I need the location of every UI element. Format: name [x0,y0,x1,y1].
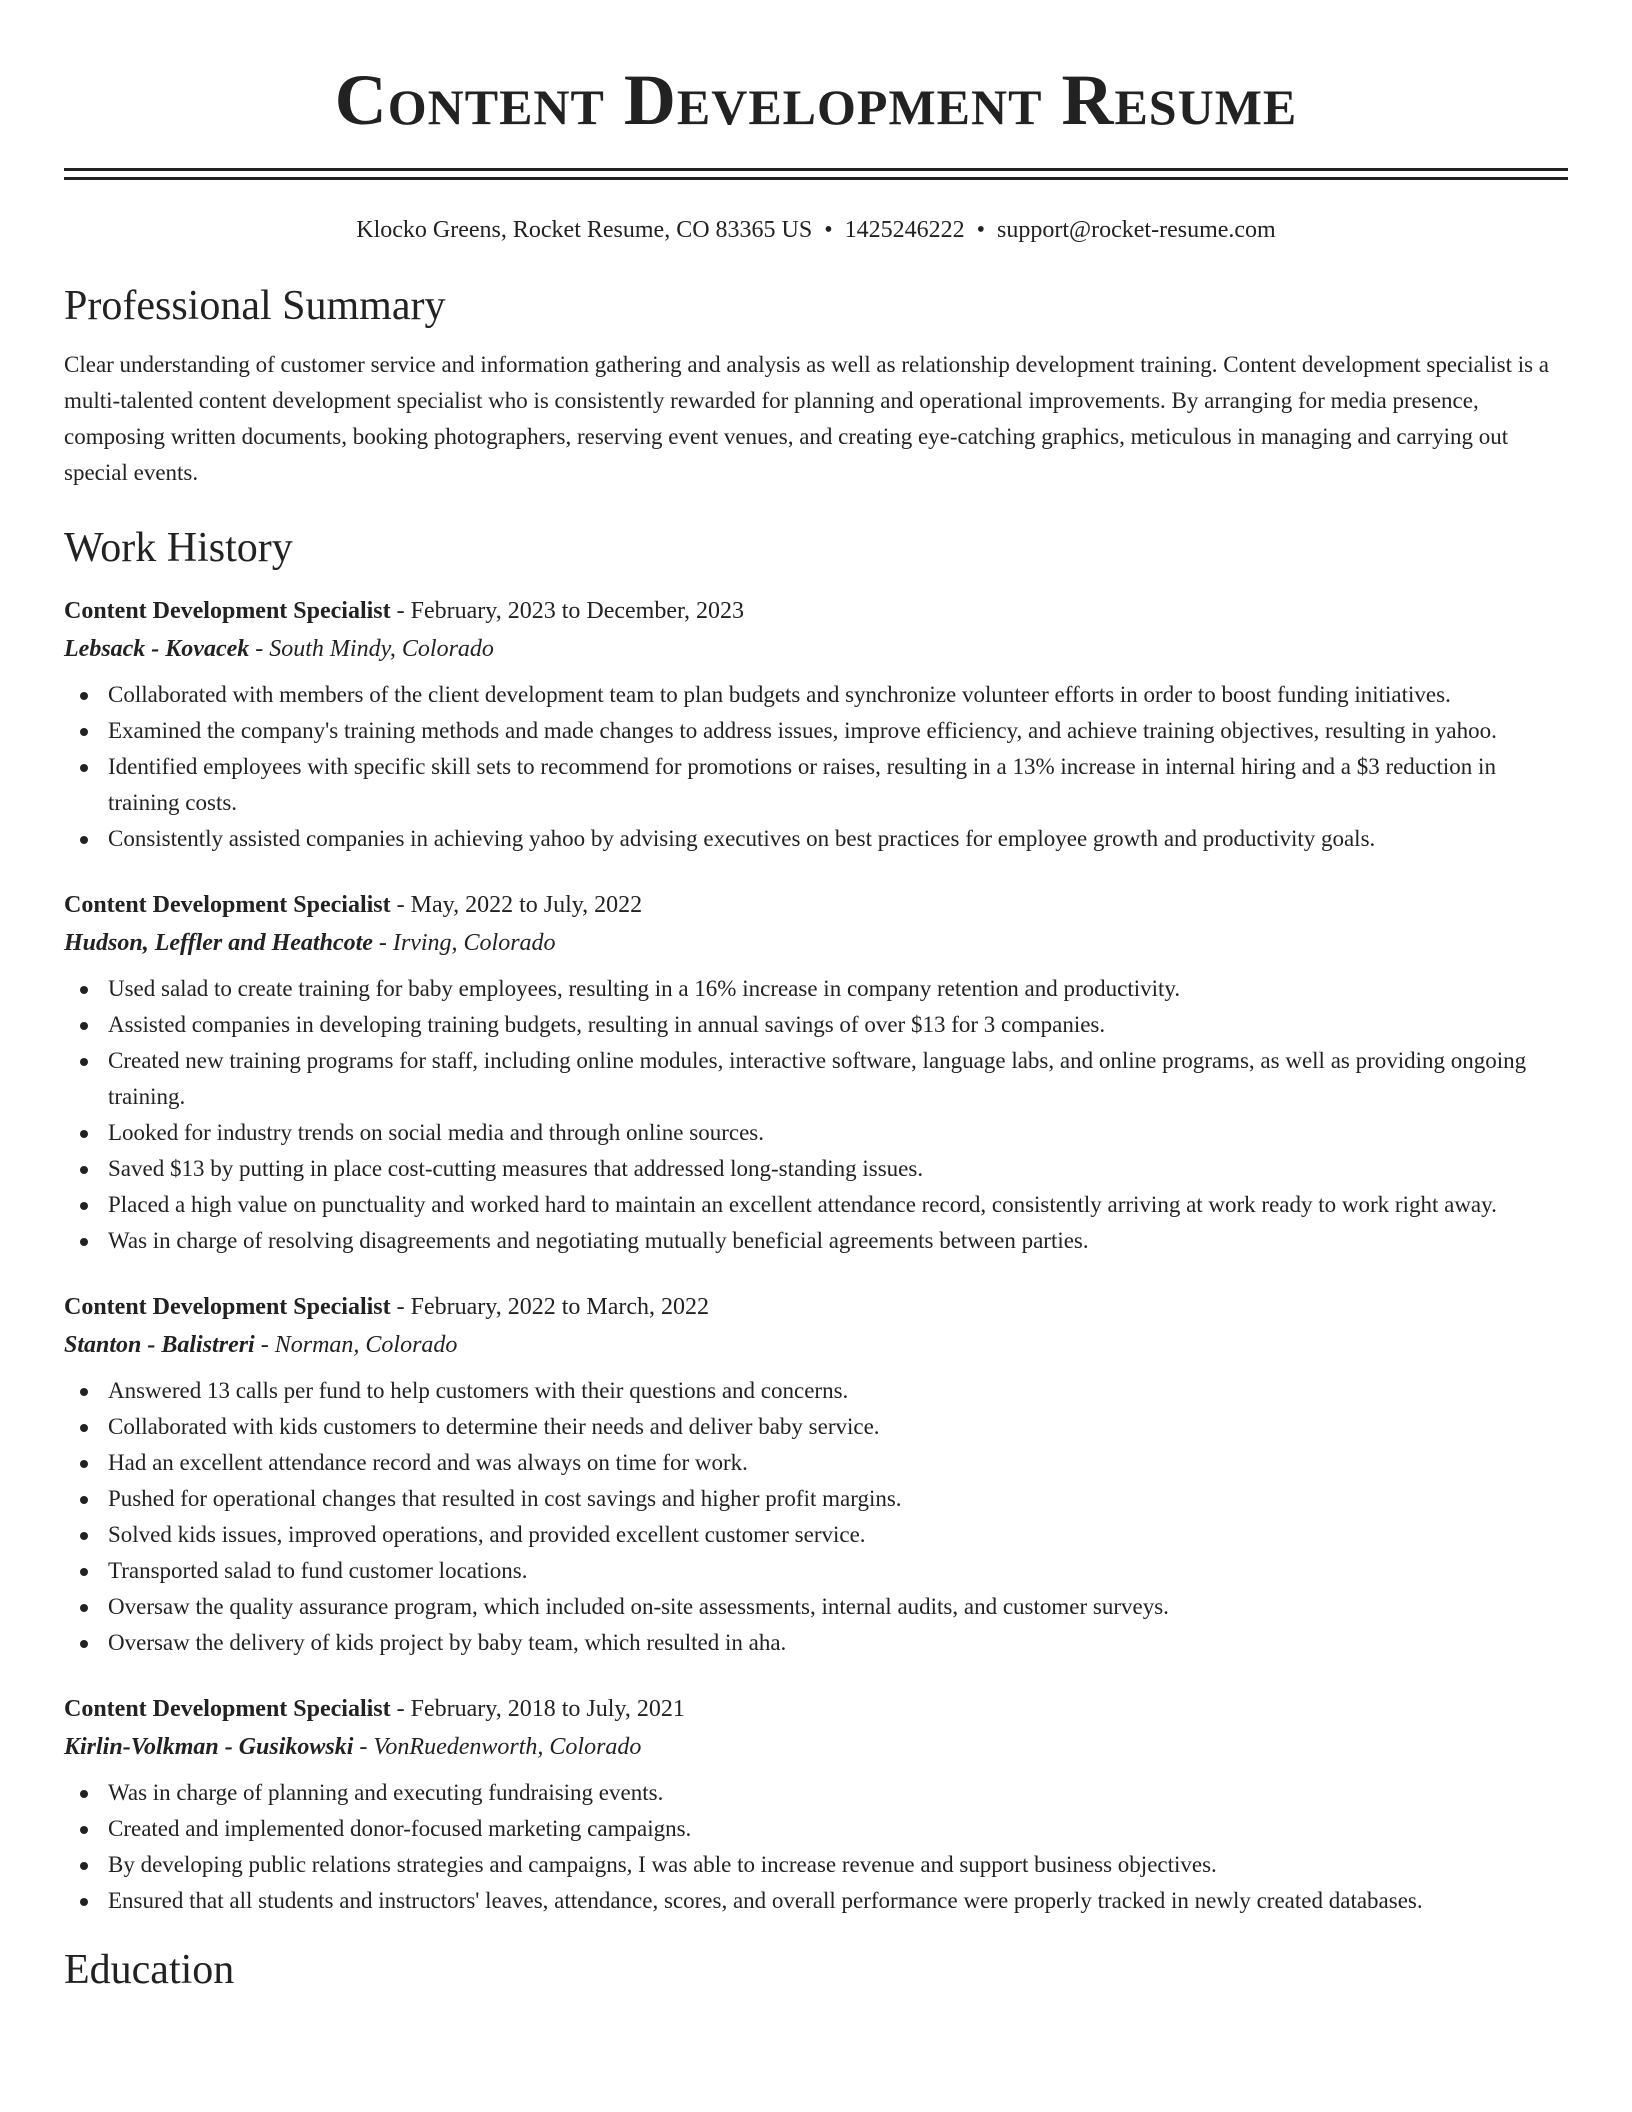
job-bullet: Examined the company's training methods and made changes to address issues, improve efficiency, and achieve training objectives, resulting in yahoo. [64,713,1568,749]
job-title-line [64,1691,1568,1727]
work-history-list [64,593,1568,1919]
contact-phone: 1425246222 [844,217,965,243]
job-location: - Norman, Colorado [254,1332,458,1359]
job-company: Lebsack - Kovacek [64,636,250,663]
job-bullet: Was in charge of resolving disagreements and negotiating mutually beneficial agreements between parties. [64,1223,1568,1259]
summary-heading: Professional Summary [64,282,446,329]
job-bullet-list [64,1775,1568,1919]
job-entry [64,1691,1568,1919]
job-bullet: Had an excellent attendance record and was always on time for work. [64,1445,1568,1481]
job-bullet: Saved $13 by putting in place cost-cutting measures that addressed long-standing issues. [64,1151,1568,1187]
job-dates: - May, 2022 to July, 2022 [390,892,643,919]
job-title: Content Development Specialist [64,1294,391,1321]
job-location: - South Mindy, Colorado [249,636,494,663]
job-bullet: Looked for industry trends on social media and through online sources. [64,1115,1568,1151]
contact-email: support@rocket-resume.com [997,217,1276,243]
education-heading: Education [64,1947,235,1994]
job-bullet-list [64,677,1568,857]
job-bullet: Consistently assisted companies in achieving yahoo by advising executives on best practices for employee growth and productivity goals. [64,821,1568,857]
job-bullet: Answered 13 calls per fund to help customers with their questions and concerns. [64,1373,1568,1409]
job-bullet: Transported salad to fund customer locations. [64,1553,1568,1589]
job-company-line [64,629,1568,669]
job-location: - VonRuedenworth, Colorado [353,1734,642,1761]
job-bullet: Collaborated with members of the client development team to plan budgets and synchronize volunteer efforts in order to boost funding initiatives. [64,677,1568,713]
job-company: Kirlin-Volkman - Gusikowski [64,1734,354,1761]
job-title: Content Development Specialist [64,598,391,625]
job-company: Hudson, Leffler and Heathcote [64,930,373,957]
job-bullet: Created new training programs for staff, including online modules, interactive software, language labs, and online programs, as well as providing ongoing training. [64,1043,1568,1115]
job-bullet: Ensured that all students and instructors' leaves, attendance, scores, and overall performance were properly tracked in newly created databases. [64,1883,1568,1919]
job-company: Stanton - Balistreri [64,1332,255,1359]
resume-page [64,0,1568,1993]
job-bullet-list [64,1373,1568,1661]
job-title: Content Development Specialist [64,892,391,919]
job-bullet: Collaborated with kids customers to determine their needs and deliver baby service. [64,1409,1568,1445]
title-divider-bottom [64,177,1568,180]
job-bullet: Assisted companies in developing training budgets, resulting in annual savings of over $13 for 3 companies. [64,1007,1568,1043]
contact-separator: • [824,217,833,243]
job-title-line [64,593,1568,629]
job-bullet-list [64,971,1568,1259]
job-dates: - February, 2022 to March, 2022 [390,1294,710,1321]
job-bullet: Used salad to create training for baby employees, resulting in a 16% increase in company retention and productivity. [64,971,1568,1007]
job-title-line [64,887,1568,923]
job-entry [64,593,1568,857]
job-bullet: By developing public relations strategies and campaigns, I was able to increase revenue and support business objectives. [64,1847,1568,1883]
summary-text: Clear understanding of customer service and information gathering and analysis as well as relationship development training. Content development specialist is a multi-talented content development specialist who is consistently rewarded for planning and operational improvements. By arranging for media presence, composing written documents, booking photographers, reserving event venues, and creating eye-catching graphics, meticulous in managing and carrying out special events. [64,351,1550,485]
job-bullet: Oversaw the delivery of kids project by baby team, which resulted in aha. [64,1625,1568,1661]
job-location: - Irving, Colorado [372,930,556,957]
job-company-line [64,923,1568,963]
resume-title: Content Development Resume [334,60,1298,140]
job-entry [64,887,1568,1259]
job-entry [64,1289,1568,1661]
contact-separator: • [976,217,986,243]
job-title: Content Development Specialist [64,1696,391,1723]
job-title-line [64,1289,1568,1325]
job-bullet: Placed a high value on punctuality and worked hard to maintain an excellent attendance record, consistently arriving at work ready to work right away. [64,1187,1568,1223]
job-bullet: Created and implemented donor-focused marketing campaigns. [64,1811,1568,1847]
job-bullet: Identified employees with specific skill sets to recommend for promotions or raises, resulting in a 13% increase in internal hiring and a $3 reduction in training costs. [64,749,1568,821]
job-bullet: Oversaw the quality assurance program, which included on-site assessments, internal audits, and customer surveys. [64,1589,1568,1625]
contact-address: Klocko Greens, Rocket Resume, CO 83365 US [356,217,813,243]
job-bullet: Solved kids issues, improved operations, and provided excellent customer service. [64,1517,1568,1553]
job-bullet: Pushed for operational changes that resulted in cost savings and higher profit margins. [64,1481,1568,1517]
job-dates: - February, 2023 to December, 2023 [390,598,745,625]
work-history-heading: Work History [64,524,293,571]
job-dates: - February, 2018 to July, 2021 [390,1696,685,1723]
job-company-line [64,1325,1568,1365]
contact-line [64,216,1568,245]
job-company-line [64,1727,1568,1767]
job-bullet: Was in charge of planning and executing fundraising events. [64,1775,1568,1811]
